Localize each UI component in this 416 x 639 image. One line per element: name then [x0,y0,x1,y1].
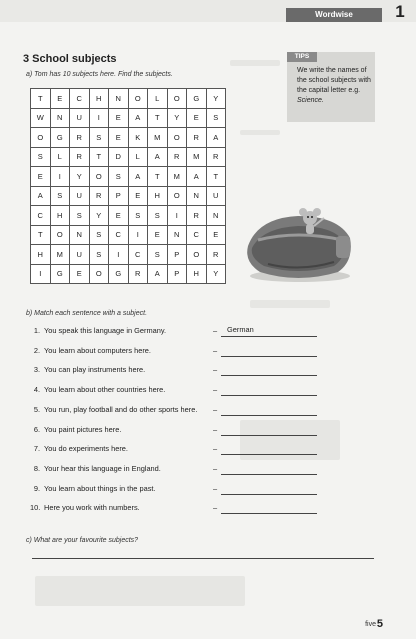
grid-cell[interactable]: C [70,89,90,109]
grid-cell[interactable]: L [148,89,168,109]
sentence-number: 3. [33,365,40,375]
grid-cell[interactable]: R [207,245,227,265]
grid-cell[interactable]: E [70,265,90,285]
grid-cell[interactable]: S [70,206,90,226]
grid-cell[interactable]: L [129,148,149,168]
grid-cell[interactable]: I [129,226,149,246]
sentence-text: You run, play football and do other sports here. [44,404,198,414]
dash-separator: – [213,385,218,395]
grid-cell[interactable]: I [51,167,71,187]
tips-box [287,52,375,122]
grid-cell[interactable]: P [109,187,129,207]
grid-cell[interactable]: E [31,167,51,187]
sentence-number: 10. [30,503,41,513]
grid-cell[interactable]: S [90,226,110,246]
sentence-item [30,326,166,335]
grid-cell[interactable]: Y [70,167,90,187]
background-bleed [250,300,330,308]
grid-cell[interactable]: T [90,148,110,168]
grid-cell[interactable]: I [90,109,110,129]
grid-cell[interactable]: A [148,148,168,168]
grid-cell[interactable]: R [187,128,207,148]
grid-cell[interactable]: A [31,187,51,207]
sentence-number: 7. [33,444,40,454]
header-label: Wordwise [286,8,382,22]
grid-cell[interactable]: O [168,187,188,207]
answer-line[interactable] [221,465,317,475]
sentence-number: 2. [33,345,40,355]
sentence-number: 5. [33,404,40,414]
grid-cell[interactable]: R [90,187,110,207]
grid-cell[interactable]: S [109,167,129,187]
background-bleed [240,130,280,135]
grid-cell[interactable]: N [168,226,188,246]
grid-cell[interactable]: S [148,245,168,265]
sentence-number: 1. [33,326,40,335]
grid-cell[interactable]: E [207,226,227,246]
dash-separator: – [213,444,218,454]
sentence-item [30,365,145,374]
grid-cell[interactable]: E [148,226,168,246]
grid-cell[interactable]: P [168,245,188,265]
grid-cell[interactable]: E [187,109,207,129]
sentence-text: Here you work with numbers. [44,503,140,513]
grid-cell[interactable]: M [187,148,207,168]
dash-separator: – [213,345,218,355]
grid-cell[interactable]: S [51,187,71,207]
answer-line[interactable] [221,386,317,396]
grid-cell[interactable]: C [31,206,51,226]
grid-cell[interactable]: Y [207,265,227,285]
grid-cell[interactable]: N [51,109,71,129]
tips-text-body: We write the names of the school subjects with the capital letter e.g. [297,67,371,94]
grid-cell[interactable]: O [90,167,110,187]
grid-cell[interactable]: U [207,187,227,207]
grid-cell[interactable]: N [70,226,90,246]
grid-cell[interactable]: S [148,206,168,226]
sentence-item [30,405,197,414]
grid-cell[interactable]: K [129,128,149,148]
grid-cell[interactable]: A [129,109,149,129]
grid-cell[interactable]: S [129,206,149,226]
grid-cell[interactable]: R [70,148,90,168]
grid-cell[interactable]: H [187,265,207,285]
sentence-text: You learn about other countries here. [44,385,166,395]
grid-cell[interactable]: G [51,128,71,148]
sentence-item [30,484,156,493]
sentence-text: You learn about computers here. [44,345,151,355]
grid-cell[interactable]: O [187,245,207,265]
favourite-subjects-input[interactable] [32,558,374,559]
sentence-item [30,385,165,394]
grid-cell[interactable]: W [31,109,51,129]
grid-cell[interactable]: U [70,187,90,207]
grid-cell[interactable]: R [207,148,227,168]
grid-cell[interactable]: E [109,128,129,148]
grid-cell[interactable]: E [129,187,149,207]
grid-cell[interactable]: L [51,148,71,168]
sentence-number: 4. [33,385,40,395]
sentence-number: 9. [33,483,40,493]
sentence-item [30,425,121,434]
grid-cell[interactable]: I [109,245,129,265]
grid-cell[interactable]: T [31,226,51,246]
grid-cell[interactable]: S [31,148,51,168]
grid-cell[interactable]: M [148,128,168,148]
tips-example: Science. [297,97,324,104]
dash-separator: – [213,365,218,375]
sentence-text: Your hear this language in England. [44,463,161,473]
sentence-text: You can play instruments here. [44,365,146,375]
grid-cell[interactable]: C [129,245,149,265]
dash-separator: – [213,503,218,513]
grid-cell[interactable]: G [51,265,71,285]
grid-cell[interactable]: P [168,265,188,285]
grid-cell[interactable]: R [129,265,149,285]
grid-cell[interactable]: U [70,109,90,129]
grid-cell[interactable]: O [31,128,51,148]
answer-line[interactable] [221,485,317,495]
background-bleed [230,60,280,66]
grid-cell[interactable]: R [168,148,188,168]
part-c-instruction: c) What are your favourite subjects? [26,537,139,544]
grid-cell[interactable]: H [90,89,110,109]
grid-cell[interactable]: R [70,128,90,148]
grid-cell[interactable]: N [187,187,207,207]
sentence-item [30,346,151,355]
sample-answer: German [227,325,254,334]
grid-cell[interactable]: A [129,167,149,187]
grid-cell[interactable]: A [187,167,207,187]
chapter-number: 1 [384,0,416,22]
answer-line[interactable] [221,347,317,357]
mouse-on-bag-illustration [238,206,358,286]
answer-line[interactable] [221,445,317,455]
grid-cell[interactable]: G [109,265,129,285]
grid-cell[interactable]: T [148,167,168,187]
grid-cell[interactable]: T [148,109,168,129]
wordsearch-grid [30,88,226,284]
dash-separator: – [213,404,218,414]
grid-cell[interactable]: A [148,265,168,285]
grid-cell[interactable]: I [168,206,188,226]
grid-cell[interactable]: Y [90,206,110,226]
grid-cell[interactable]: Y [207,89,227,109]
sentence-number: 6. [33,424,40,434]
grid-cell[interactable]: O [168,128,188,148]
grid-cell[interactable]: N [109,89,129,109]
grid-cell[interactable]: D [109,148,129,168]
grid-cell[interactable]: Y [168,109,188,129]
grid-cell[interactable]: I [31,265,51,285]
grid-cell[interactable]: M [51,245,71,265]
part-b-instruction: b) Match each sentence with a subject. [26,310,148,317]
grid-cell[interactable]: S [207,109,227,129]
grid-cell[interactable]: O [90,265,110,285]
section-title: 3 School subjects [23,53,117,65]
grid-cell[interactable]: S [90,245,110,265]
answer-line[interactable] [221,406,317,416]
dash-separator: – [213,463,218,473]
grid-cell[interactable]: R [187,206,207,226]
answer-line[interactable] [221,366,317,376]
grid-cell[interactable]: C [109,226,129,246]
grid-cell[interactable]: G [187,89,207,109]
grid-cell[interactable]: A [207,128,227,148]
grid-cell[interactable]: C [187,226,207,246]
grid-cell[interactable]: H [148,187,168,207]
background-bleed [35,576,245,606]
grid-cell[interactable]: T [31,89,51,109]
tips-text [297,66,371,106]
grid-cell[interactable]: U [70,245,90,265]
dash-separator: – [213,483,218,493]
grid-cell[interactable]: H [51,206,71,226]
grid-cell[interactable]: E [51,89,71,109]
grid-cell[interactable]: O [129,89,149,109]
part-a-instruction: a) Tom has 10 subjects here. Find the subjects. [26,71,173,78]
grid-cell[interactable]: E [109,109,129,129]
sentence-item [30,444,128,453]
grid-cell[interactable]: H [31,245,51,265]
sentence-text: You paint pictures here. [44,424,122,434]
sentence-item [30,464,161,473]
grid-cell[interactable]: N [207,206,227,226]
grid-cell[interactable]: E [109,206,129,226]
grid-cell[interactable]: T [207,167,227,187]
dash-separator: – [213,424,218,434]
sentence-item [30,503,140,512]
footer-page-number: 5 [376,618,383,630]
sentence-text: You learn about things in the past. [44,483,156,493]
footer-page-word: five [365,621,376,628]
sentence-text: You do experiments here. [44,444,128,454]
tips-label: TIPS [287,52,317,62]
answer-line[interactable] [221,504,317,514]
answer-line[interactable] [221,426,317,436]
sentence-number: 8. [33,463,40,473]
grid-cell[interactable]: O [168,89,188,109]
grid-cell[interactable]: M [168,167,188,187]
grid-cell[interactable]: S [90,128,110,148]
grid-cell[interactable]: O [51,226,71,246]
dash-separator: – [213,326,218,335]
sentence-text: You speak this language in Germany. [44,326,167,335]
